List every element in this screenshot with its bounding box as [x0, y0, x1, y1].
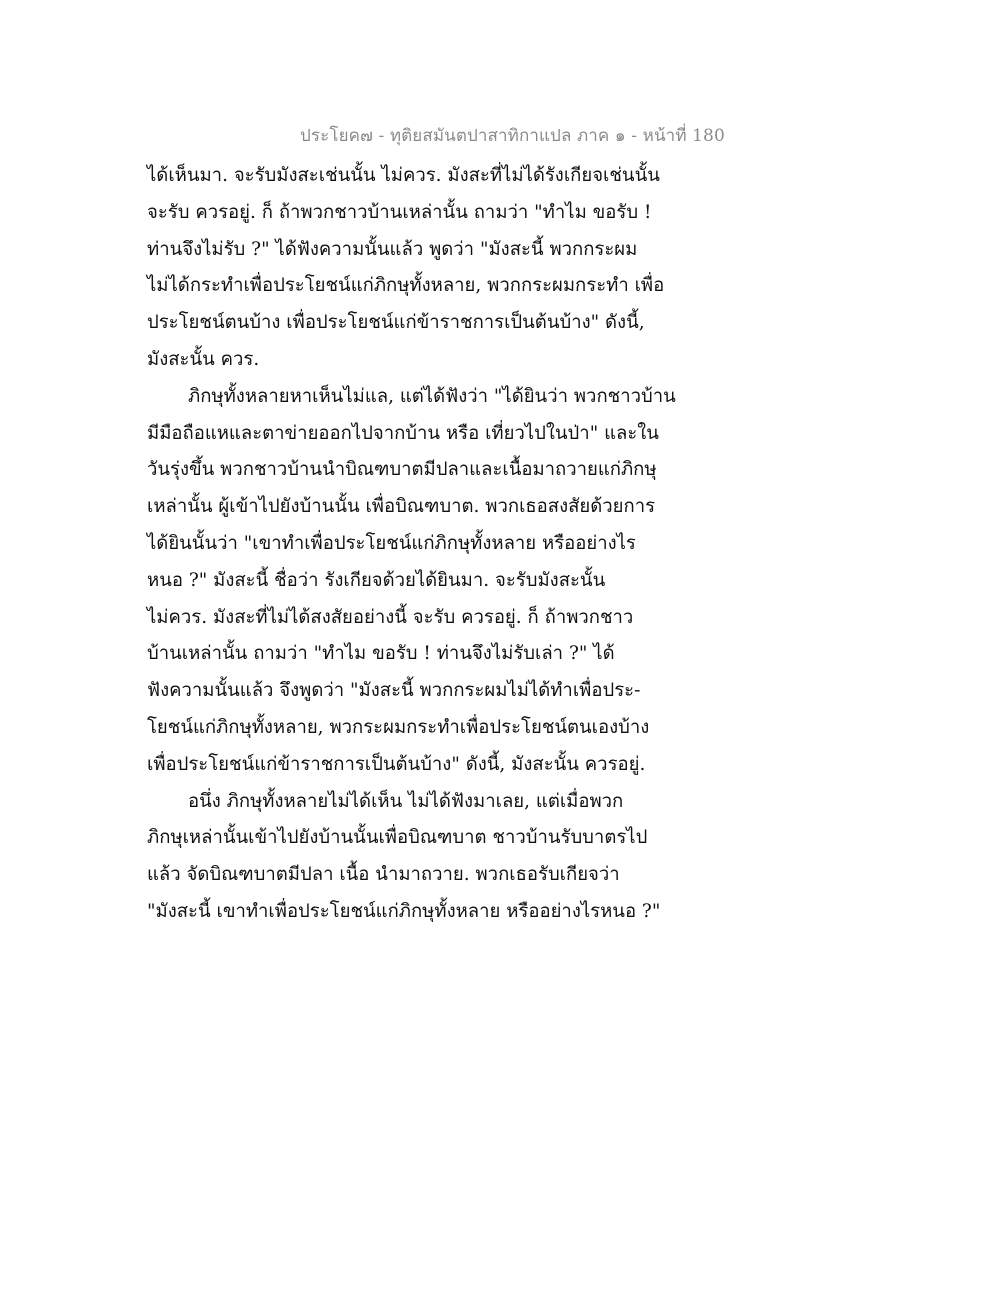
- text-line: ท่านจึงไม่รับ ?" ได้ฟังความนั้นแล้ว พูดว่า "มังสะนี้ พวกกระผม: [147, 238, 638, 260]
- paragraph-start-line: ภิกษุทั้งหลายหาเห็นไม่แล, แต่ได้ฟังว่า "ได้ยินว่า พวกชาวบ้าน: [188, 385, 676, 407]
- body-text: [147, 158, 707, 931]
- text-line: วันรุ่งขึ้น พวกชาวบ้านนำบิณฑบาตมีปลาและเนื้อมาถวายแก่ภิกษุ: [147, 459, 657, 481]
- text-line: เพื่อประโยชน์แก่ข้าราชการเป็นต้นบ้าง" ดังนี้, มังสะนั้น ควรอยู่.: [147, 753, 646, 775]
- text-line: เหล่านั้น ผู้เข้าไปยังบ้านนั้น เพื่อบิณฑบาต. พวกเธอสงสัยด้วยการ: [147, 496, 656, 518]
- text-line: มีมือถือแหและตาข่ายออกไปจากบ้าน หรือ เที่ยวไปในป่า" และใน: [147, 422, 659, 444]
- text-line: ได้เห็นมา. จะรับมังสะเช่นนั้น ไม่ควร. มังสะที่ไม่ได้รังเกียจเช่นนั้น: [147, 165, 660, 186]
- text-line: ฟังความนั้นแล้ว จึงพูดว่า "มังสะนี้ พวกกระผมไม่ได้ทำเพื่อประ-: [147, 680, 641, 702]
- paragraph-start-line: อนึ่ง ภิกษุทั้งหลายไม่ได้เห็น ไม่ได้ฟังมาเลย, แต่เมื่อพวก: [188, 790, 624, 812]
- text-line: ภิกษุเหล่านั้นเข้าไปยังบ้านนั้นเพื่อบิณฑบาต ชาวบ้านรับบาตรไป: [147, 827, 648, 849]
- text-line: ไม่ควร. มังสะที่ไม่ได้สงสัยอย่างนี้ จะรับ ควรอยู่. ก็ ถ้าพวกชาว: [147, 606, 634, 628]
- text-line: จะรับ ควรอยู่. ก็ ถ้าพวกชาวบ้านเหล่านั้น ถามว่า "ทำไม ขอรับ !: [147, 201, 652, 223]
- text-line: "มังสะนี้ เขาทำเพื่อประโยชน์แก่ภิกษุทั้งหลาย หรืออย่างไรหนอ ?": [147, 900, 661, 922]
- text-line: บ้านเหล่านั้น ถามว่า "ทำไม ขอรับ ! ท่านจึงไม่รับเล่า ?" ได้: [147, 643, 615, 665]
- text-line: ได้ยินนั้นว่า "เขาทำเพื่อประโยชน์แก่ภิกษุทั้งหลาย หรืออย่างไร: [147, 532, 636, 554]
- text-line: โยชน์แก่ภิกษุทั้งหลาย, พวกระผมกระทำเพื่อประโยชน์ตนเองบ้าง: [147, 716, 650, 738]
- running-header: ประโยค๗ - ทุติยสมันตปาสาทิกาแปล ภาค ๑ - หน้าที่ 180: [300, 126, 725, 146]
- text-line: มังสะนั้น ควร.: [147, 348, 260, 370]
- text-line: ประโยชน์ตนบ้าง เพื่อประโยชน์แก่ข้าราชการเป็นต้นบ้าง" ดังนี้,: [147, 312, 645, 334]
- text-line: หนอ ?" มังสะนี้ ชื่อว่า รังเกียจด้วยได้ยินมา. จะรับมังสะนั้น: [147, 569, 606, 591]
- text-line: ไม่ได้กระทำเพื่อประโยชน์แก่ภิกษุทั้งหลาย, พวกกระผมกระทำ เพื่อ: [147, 275, 665, 297]
- text-line: แล้ว จัดบิณฑบาตมีปลา เนื้อ นำมาถวาย. พวกเธอรับเกียจว่า: [147, 864, 620, 886]
